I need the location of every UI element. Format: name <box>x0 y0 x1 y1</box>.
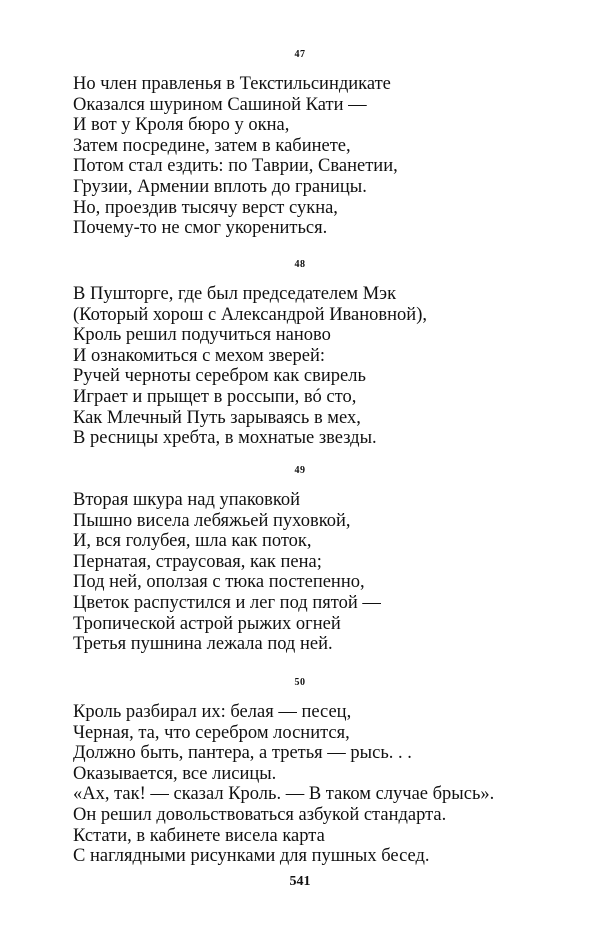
stanza-lines <box>0 74 600 239</box>
verse-line: Играет и прыщет в россыпи, вó сто, <box>73 386 357 407</box>
verse-line: В ресницы хребта, в мохнатые звезды. <box>73 428 377 449</box>
stanza-number: 49 <box>294 465 306 476</box>
verse-line: Но член правленья в Текстильсиндикате <box>73 74 391 94</box>
stanza-48 <box>0 258 600 449</box>
verse-line: Он решил довольствоваться азбукой стандарта. <box>73 804 447 825</box>
verse-line: Оказался шурином Сашиной Кати — <box>73 94 367 115</box>
verse-line: И вот у Кроля бюро у окна, <box>73 115 290 136</box>
verse-line: Затем посредине, затем в кабинете, <box>73 135 351 156</box>
verse-line: Как Млечный Путь зарываясь в мех, <box>73 407 361 428</box>
stanza-50 <box>0 676 600 867</box>
stanza-lines <box>0 490 600 655</box>
verse-line: Ручей черноты серебром как свирель <box>73 366 366 387</box>
verse-line: Пышно висела лебяжьей пуховкой, <box>73 510 351 531</box>
stanza-number: 50 <box>294 677 306 688</box>
verse-line: Оказывается, все лисицы. <box>73 763 277 784</box>
verse-line: «Ах, так! — сказал Кроль. — В таком случае брысь». <box>73 784 495 805</box>
stanza-number: 48 <box>294 259 306 270</box>
verse-line: Кстати, в кабинете висела карта <box>73 825 325 846</box>
stanza-47 <box>0 48 600 239</box>
verse-line: Цветок распустился и лег под пятой — <box>73 592 381 613</box>
verse-line: Тропической астрой рыжих огней <box>73 613 341 634</box>
stanza-number: 47 <box>294 49 306 60</box>
verse-line: Третья пушнина лежала под ней. <box>73 634 333 655</box>
verse-line: Но, проездив тысячу верст сукна, <box>73 197 338 218</box>
verse-line: Кроль решил подучиться наново <box>73 325 331 346</box>
stanza-lines <box>0 702 600 867</box>
verse-line: Должно быть, пантера, а третья — рысь. . . <box>73 743 412 764</box>
verse-line: Черная, та, что серебром лоснится, <box>73 722 350 743</box>
page-number: 541 <box>289 874 311 889</box>
verse-line: Под ней, оползая с тюка постепенно, <box>73 572 365 593</box>
verse-line: Пернатая, страусовая, как пена; <box>73 551 322 572</box>
verse-line: И, вся голубея, шла как поток, <box>73 531 312 552</box>
verse-line: Кроль разбирал их: белая — песец, <box>73 702 352 722</box>
verse-line: (Который хорош с Александрой Ивановной), <box>73 304 427 325</box>
stanza-lines <box>0 284 600 449</box>
stanza-49 <box>0 464 600 655</box>
verse-line: Почему-то не смог укорениться. <box>73 218 328 239</box>
verse-line: В Пушторге, где был председателем Мэк <box>73 284 397 304</box>
verse-line: И ознакомиться с мехом зверей: <box>73 345 326 366</box>
verse-line: С наглядными рисунками для пушных бесед. <box>73 846 430 867</box>
verse-line: Потом стал ездить: по Таврии, Сванетии, <box>73 156 398 177</box>
verse-line: Вторая шкура над упаковкой <box>73 490 301 510</box>
verse-line: Грузии, Армении вплоть до границы. <box>73 176 367 197</box>
